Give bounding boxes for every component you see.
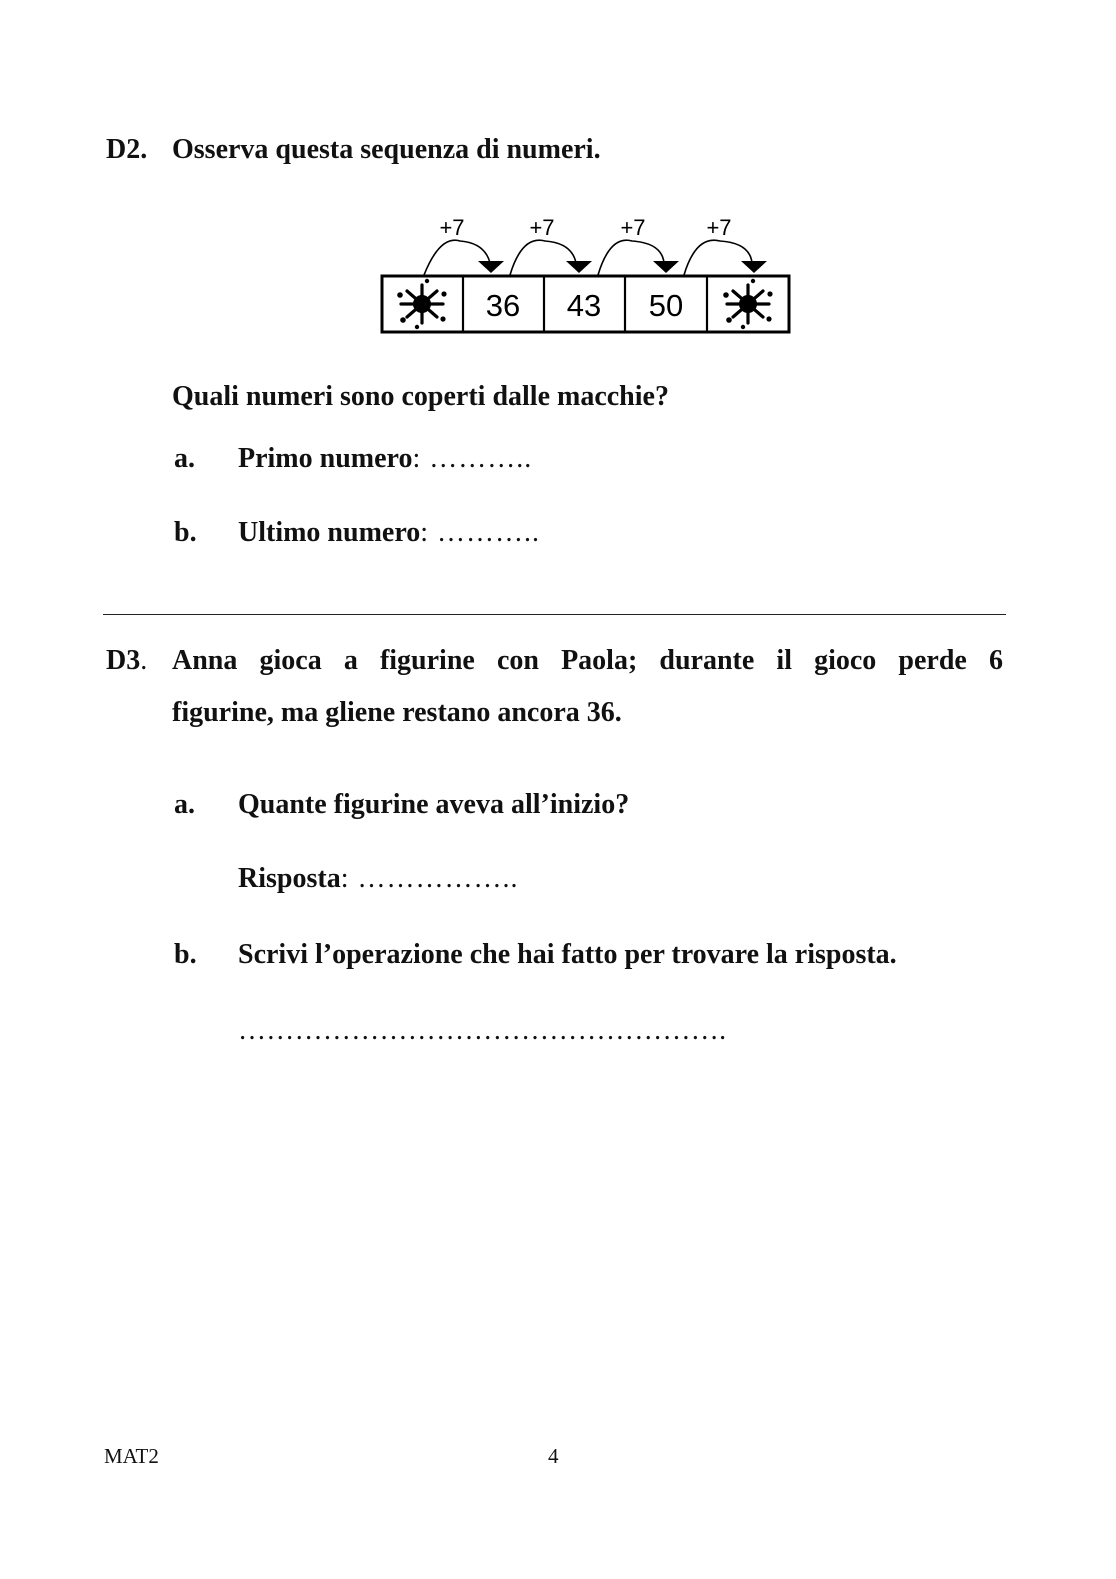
sequence-value: 50 — [648, 288, 684, 323]
answer-label: Risposta — [238, 863, 341, 894]
item-label: Ultimo numero — [238, 517, 421, 548]
prompt-line: Anna gioca a figurine con Paola; durante il gioco perde 6 — [172, 645, 1003, 676]
step-arrow — [684, 240, 752, 275]
question-d2: Quali numeri sono coperti dalle macchie? — [172, 381, 669, 412]
question-number-d3: D3. — [106, 645, 148, 676]
answer-line-risposta — [238, 863, 518, 895]
prompt-line: figurine, ma gliene restano ancora 36. — [172, 697, 622, 728]
footer-code: MAT2 — [104, 1444, 159, 1468]
section-divider — [103, 614, 1006, 615]
answer-line-primo — [238, 443, 532, 475]
question-d3-b: Scrivi l’operazione che hai fatto per trovare la risposta. — [238, 939, 897, 970]
answer-line-ultimo — [238, 517, 540, 549]
step-label: +7 — [529, 215, 555, 240]
step-arrow — [598, 240, 664, 275]
answer-blank[interactable]: : …………….. — [340, 863, 519, 894]
step-arrow — [510, 240, 576, 275]
arrowhead — [653, 261, 679, 273]
item-label: Primo numero — [238, 443, 413, 474]
question-prompt-d3 — [172, 645, 1003, 749]
step-label: +7 — [706, 215, 732, 240]
question-number-d2: D2. — [106, 134, 148, 165]
sequence-value: 36 — [485, 288, 521, 323]
step-label: +7 — [439, 215, 465, 240]
arrowhead — [566, 261, 592, 273]
arrowhead — [478, 261, 504, 273]
item-letter-b: b. — [174, 517, 197, 548]
step-arrow — [424, 240, 490, 275]
number-sequence-figure — [370, 205, 800, 345]
sequence-value: 43 — [566, 288, 602, 323]
item-letter-a: a. — [174, 789, 195, 820]
answer-blank[interactable]: : ……….. — [412, 443, 533, 474]
item-letter-a: a. — [174, 443, 195, 474]
step-label: +7 — [620, 215, 646, 240]
answer-blank[interactable]: : ……….. — [420, 517, 541, 548]
item-letter-b: b. — [174, 939, 197, 970]
arrowhead — [741, 261, 767, 273]
question-prompt-d2: Osserva questa sequenza di numeri. — [172, 134, 601, 165]
operation-answer-blank[interactable]: ……………………………………………. — [238, 1015, 727, 1046]
question-d3-a: Quante figurine aveva all’inizio? — [238, 789, 630, 820]
page-number: 4 — [548, 1444, 559, 1468]
